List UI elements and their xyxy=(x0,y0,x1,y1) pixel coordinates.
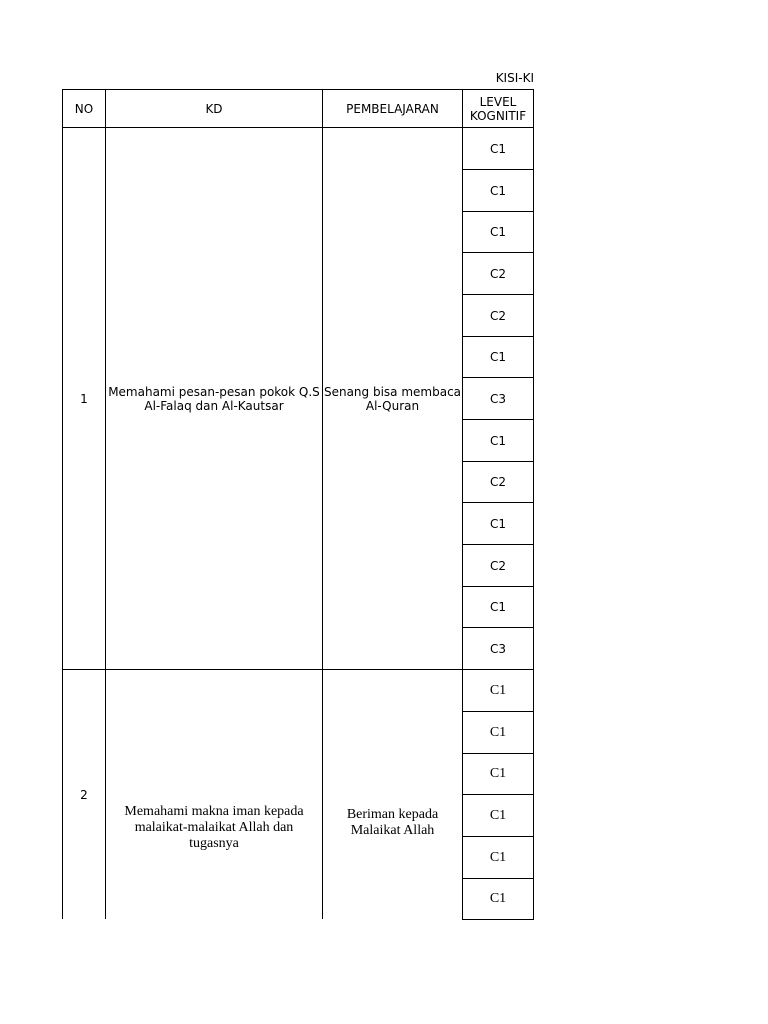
document-title: KISI-KI xyxy=(495,71,534,85)
level-cell: C1 xyxy=(489,600,506,614)
table-border-right xyxy=(533,89,534,920)
header-kd: KD xyxy=(205,101,223,116)
level-cell: C1 xyxy=(489,225,506,239)
header-pembelajaran: PEMBELAJARAN xyxy=(346,101,439,116)
row-2-kd xyxy=(106,670,322,986)
row-1-kd xyxy=(106,128,322,669)
row-1-pembelajaran xyxy=(323,128,462,669)
level-cell: C2 xyxy=(489,558,506,573)
pembelajaran-text-line: Beriman kepada xyxy=(346,807,439,822)
level-cell: C1 xyxy=(489,183,506,198)
level-cell: C1 xyxy=(489,849,507,865)
header-level-line: KOGNITIF xyxy=(469,108,527,123)
level-cell: C2 xyxy=(489,308,506,323)
level-cell: C1 xyxy=(489,350,506,364)
kisi-kisi-table xyxy=(62,89,534,919)
level-cell: C1 xyxy=(489,766,507,781)
level-cell: C1 xyxy=(489,807,507,823)
level-cell: C2 xyxy=(489,475,506,489)
row-2-no: 2 xyxy=(80,787,88,802)
kd-text-line: malaikat-malaikat Allah dan xyxy=(134,820,294,835)
level-cell: C1 xyxy=(489,891,507,906)
level-cell: C1 xyxy=(489,682,507,698)
level-cell: C1 xyxy=(489,724,507,740)
row-2-pembelajaran xyxy=(323,670,462,976)
row-1-no: 1 xyxy=(80,391,88,406)
level-cell: C1 xyxy=(489,516,506,531)
kd-text-line: tugasnya xyxy=(189,836,239,851)
pembelajaran-text-line: Malaikat Allah xyxy=(350,823,435,838)
level-cell: C3 xyxy=(489,641,506,656)
kd-text-line: Memahami makna iman kepada xyxy=(124,804,304,819)
level-cell: C1 xyxy=(489,433,506,448)
pembelajaran-text-line: Senang bisa membaca xyxy=(323,384,462,399)
header-level-kognitif xyxy=(463,90,533,127)
kd-text-line: Al-Falaq dan Al-Kautsar xyxy=(144,398,284,413)
level-cell: C1 xyxy=(489,141,506,156)
level-cell: C2 xyxy=(489,266,506,281)
level-cell: C3 xyxy=(489,391,506,406)
level-divider xyxy=(462,919,534,920)
header-level-line: LEVEL xyxy=(479,94,517,109)
pembelajaran-text-line: Al-Quran xyxy=(365,398,420,413)
header-no: NO xyxy=(74,101,94,116)
kd-text-line: Memahami pesan-pesan pokok Q.S xyxy=(108,384,320,399)
